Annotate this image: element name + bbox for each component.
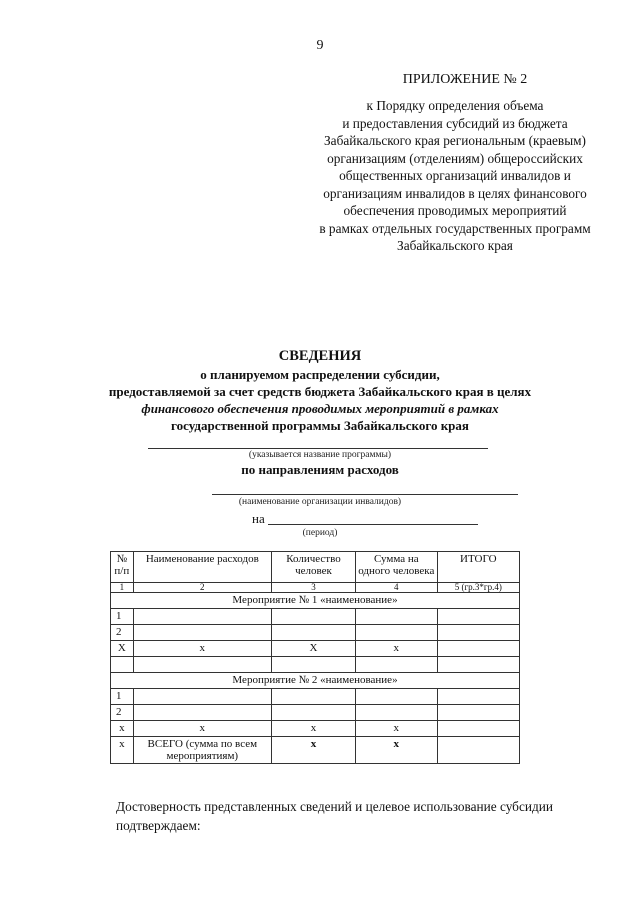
header-cell-number: № п/п xyxy=(111,552,134,583)
info-title-block xyxy=(90,348,550,434)
table-cell: х xyxy=(355,721,437,737)
header-cell-total: ИТОГО xyxy=(437,552,519,583)
table-cell: х xyxy=(133,641,271,657)
table-row xyxy=(111,641,520,657)
table-row xyxy=(111,657,520,673)
table-cell xyxy=(133,625,271,641)
table-cell xyxy=(133,609,271,625)
appendix-line: и предоставления субсидий из бюджета xyxy=(342,115,568,131)
header-cell-people-count: Количество человек xyxy=(271,552,355,583)
table-cell xyxy=(133,705,271,721)
appendix-line: Забайкальского края региональным (краевым) xyxy=(324,133,586,148)
table-cell: х xyxy=(133,721,271,737)
heading-line: предоставляемой за счет средств бюджета Забайкальского края в целях xyxy=(108,384,532,399)
table-cell: 2 xyxy=(133,583,271,593)
document-heading: СВЕДЕНИЯ xyxy=(278,348,362,364)
total-row xyxy=(111,737,520,764)
appendix-line: Забайкальского края xyxy=(397,238,513,253)
appendix-line: общественных организаций инвалидов и xyxy=(339,168,571,183)
event-1-title: Мероприятие № 1 «наименование» xyxy=(111,593,520,609)
table-cell xyxy=(437,689,519,705)
appendix-description xyxy=(290,97,620,255)
table-row xyxy=(111,609,520,625)
table-cell xyxy=(355,625,437,641)
confirmation-text: Достоверность представленных сведений и целевое использование субсидии подтверждаем: xyxy=(116,799,553,833)
heading-line: о планируемом распределении субсидии, xyxy=(200,367,440,382)
table-cell: х xyxy=(355,737,437,764)
appendix-line: обеспечения проводимых мероприятий xyxy=(343,203,567,218)
period-caption: (период) xyxy=(302,528,338,538)
table-cell: Х xyxy=(111,641,134,657)
table-row xyxy=(111,625,520,641)
table-cell: х xyxy=(271,721,355,737)
page-number: 9 xyxy=(316,38,324,53)
table-cell xyxy=(355,609,437,625)
appendix-title: ПРИЛОЖЕНИЕ № 2 xyxy=(402,72,528,87)
table-cell: х xyxy=(111,721,134,737)
event-2-title-row xyxy=(111,673,520,689)
program-caption: (указывается название программы) xyxy=(248,450,392,460)
appendix-line: организациям (отделениям) общероссийских xyxy=(327,150,583,166)
table-header-row xyxy=(111,552,520,583)
table-cell: 2 xyxy=(111,625,134,641)
table-cell: х xyxy=(355,641,437,657)
table-cell xyxy=(271,609,355,625)
table-cell xyxy=(133,657,271,673)
column-number-row xyxy=(111,583,520,593)
table-cell: х xyxy=(111,737,134,764)
period-prefix: на xyxy=(252,511,265,526)
table-cell xyxy=(111,657,134,673)
table-cell xyxy=(437,721,519,737)
table-cell xyxy=(271,657,355,673)
appendix-line: в рамках отдельных государственных программ xyxy=(319,220,591,236)
table-cell xyxy=(437,737,519,764)
appendix-line: организациям инвалидов в целях финансового xyxy=(323,185,587,201)
table-cell xyxy=(437,641,519,657)
table-cell: 1 xyxy=(111,583,134,593)
table-cell: Х xyxy=(271,641,355,657)
table-cell: 1 xyxy=(111,689,134,705)
total-label: ВСЕГО (сумма по всем мероприятиям) xyxy=(133,737,271,764)
table-cell: х xyxy=(271,737,355,764)
event-2-title: Мероприятие № 2 «наименование» xyxy=(111,673,520,689)
organization-caption: (наименование организации инвалидов) xyxy=(238,497,402,507)
table-row xyxy=(111,705,520,721)
table-row xyxy=(111,721,520,737)
table-cell: 2 xyxy=(111,705,134,721)
table-cell: 1 xyxy=(111,609,134,625)
directions-heading: по направлениям расходов xyxy=(241,462,399,477)
header-cell-sum-per-person: Сумма на одного человека xyxy=(355,552,437,583)
appendix-line: к Порядку определения объема xyxy=(366,98,544,113)
table-cell xyxy=(437,625,519,641)
program-name-line xyxy=(148,448,488,449)
table-row xyxy=(111,689,520,705)
table-cell xyxy=(355,705,437,721)
table-cell xyxy=(271,625,355,641)
table-cell xyxy=(437,705,519,721)
table-cell: 5 (гр.3*гр.4) xyxy=(437,583,519,593)
table-cell xyxy=(355,657,437,673)
header-cell-expense-name: Наименование расходов xyxy=(133,552,271,583)
table-cell xyxy=(355,689,437,705)
table-cell: 3 xyxy=(271,583,355,593)
heading-line: финансового обеспечения проводимых мероприятий в рамках xyxy=(141,401,499,416)
heading-line: государственной программы Забайкальского края xyxy=(171,418,469,433)
organization-name-line xyxy=(212,494,518,495)
event-1-title-row xyxy=(111,593,520,609)
table-cell xyxy=(437,657,519,673)
table-cell: 4 xyxy=(355,583,437,593)
table-cell xyxy=(437,609,519,625)
table-cell xyxy=(271,705,355,721)
table-cell xyxy=(271,689,355,705)
period-line xyxy=(268,524,478,525)
table-cell xyxy=(133,689,271,705)
expenses-table xyxy=(110,551,520,764)
